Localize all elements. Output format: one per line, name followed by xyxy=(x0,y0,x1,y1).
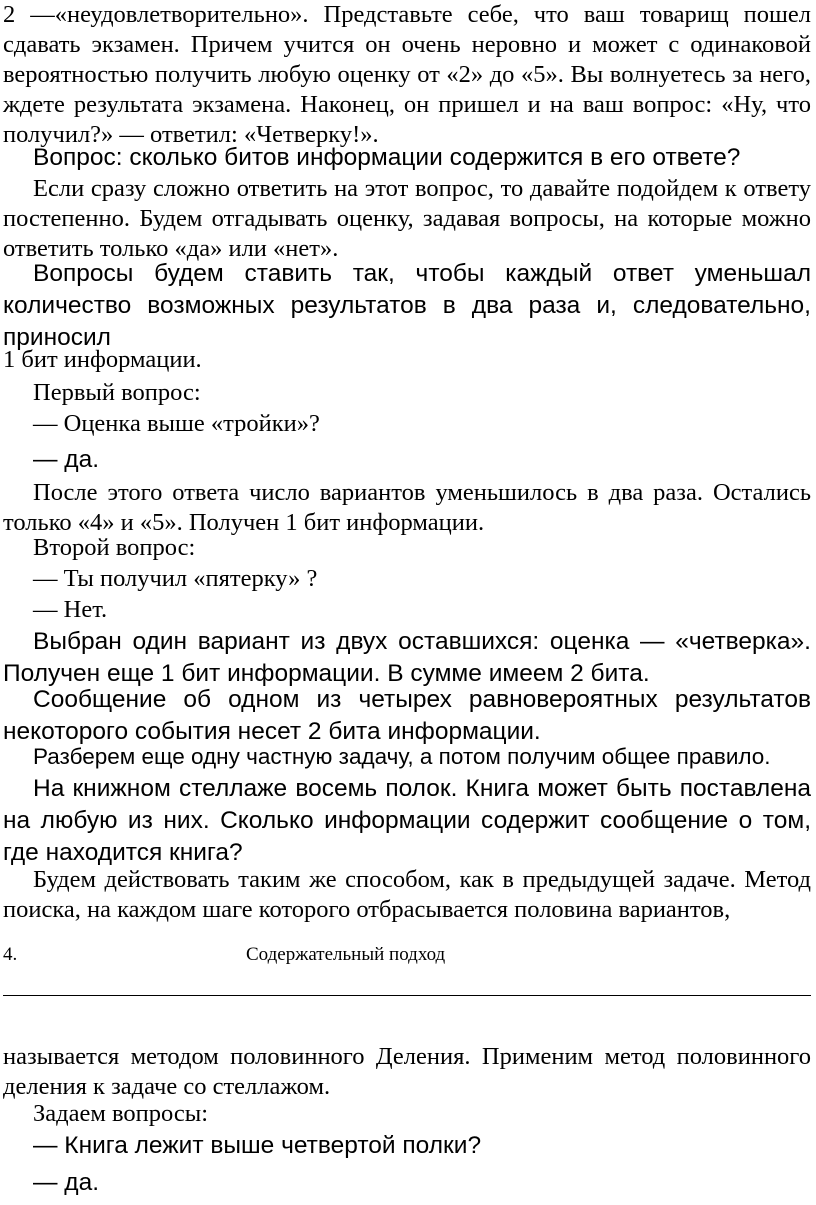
paragraph-four-outcomes: Сообщение об одном из четырех равновероятных результатов некоторого события несет 2 бита информации. xyxy=(3,686,811,745)
paragraph-shelf-answer: — да. xyxy=(33,1169,100,1196)
paragraph-question: Вопрос: сколько битов информации содержится в его ответе? xyxy=(33,144,741,171)
paragraph-bookshelf-task: На книжном стеллаже восемь полок. Книга может быть поставлена на любую из них. Сколько информации содержит сообщение о том, где находится книга? xyxy=(3,775,811,866)
page-divider xyxy=(3,995,811,996)
page-number: 4. xyxy=(3,944,18,965)
paragraph-after-first: После этого ответа число вариантов уменьшилось в два раза. Остались только «4» и «5». Получен 1 бит информации. xyxy=(3,479,811,536)
paragraph-approach: Если сразу сложно ответить на этот вопрос, то давайте подойдем к ответу постепенно. Будем отгадывать оценку, задавая вопросы, на которые можно ответить только «да» или «нет». xyxy=(3,175,811,262)
paragraph-second-answer: — Нет. xyxy=(33,596,108,623)
paragraph-second-question: — Ты получил «пятерку» ? xyxy=(33,565,318,592)
paragraph-second-question-label: Второй вопрос: xyxy=(33,534,196,561)
paragraph-intro: 2 —«неудовлетворительно». Представьте себе, что ваш товарищ пошел сдавать экзамен. Причем учится он очень неровно и может с одинаковой вероятностью получить любую оценку от «2» до «5». Вы волнуетесь за него, ждете результата экзамена. Наконец, он пришел и на ваш вопрос: «Ну, что получил?» — ответил: «Четверку!». xyxy=(3,1,811,148)
paragraph-next-task: Разберем еще одну частную задачу, а потом получим общее правило. xyxy=(33,744,771,769)
paragraph-first-answer: — да. xyxy=(33,446,100,473)
paragraph-first-question-label: Первый вопрос: xyxy=(33,379,201,406)
paragraph-questions-rule: Вопросы будем ставить так, чтобы каждый ответ уменьшал количество возможных результатов в два раза и, следовательно, приносил xyxy=(3,260,811,351)
paragraph-one-bit: 1 бит информации. xyxy=(3,346,202,373)
paragraph-halving-method: называется методом половинного Деления. Применим метод половинного деления к задаче со стеллажом. xyxy=(3,1043,811,1100)
paragraph-selected-variant: Выбран один вариант из двух оставшихся: оценка — «четверка». Получен еще 1 бит информации. В сумме имеем 2 бита. xyxy=(3,628,811,687)
paragraph-search-method: Будем действовать таким же способом, как в предыдущей задаче. Метод поиска, на каждом шаге которого отбрасывается половина вариантов, xyxy=(3,866,811,923)
paragraph-shelf-question: — Книга лежит выше четвертой полки? xyxy=(33,1132,482,1159)
paragraph-first-question: — Оценка выше «тройки»? xyxy=(33,410,320,437)
paragraph-ask-label: Задаем вопросы: xyxy=(33,1100,209,1127)
running-title: Содержательный подход xyxy=(246,944,446,965)
